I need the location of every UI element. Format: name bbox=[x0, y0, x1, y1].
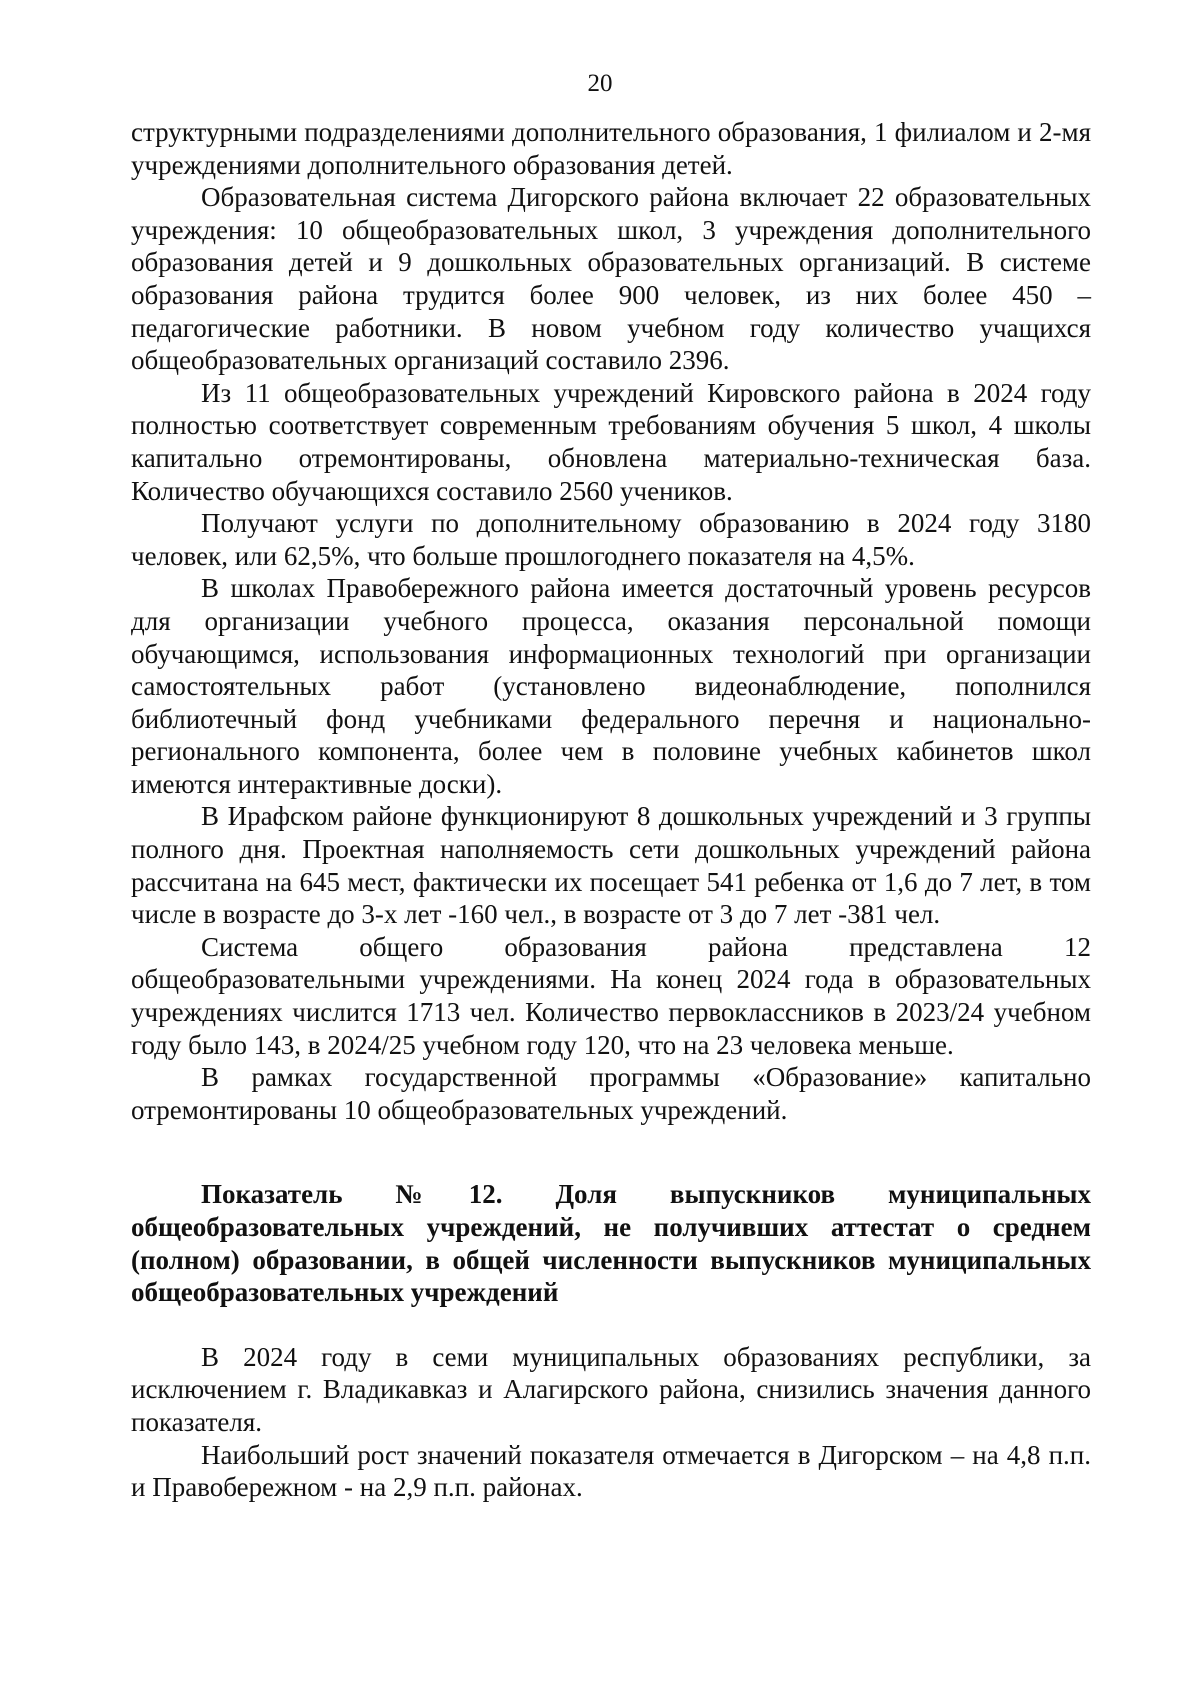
paragraph-general-education-system: Система общего образования района представлена 12 общеобразовательными учреждениями. На конец 2024 года в образовательных учреждениях числится 1713 чел. Количество первоклассников в 2023/24 учебном году было 143, в 2024/25 учебном году 120, что на 23 человека меньше. bbox=[131, 931, 1091, 1060]
paragraph-additional-education: Получают услуги по дополнительному образованию в 2024 году 3180 человек, или 62,5%, что больше прошлогоднего показателя на 4,5%. bbox=[131, 508, 1091, 571]
paragraph-indicator-growth: Наибольший рост значений показателя отмечается в Дигорском – на 4,8 п.п. и Правобережном - на 2,9 п.п. районах. bbox=[131, 1439, 1091, 1503]
page-number: 20 bbox=[587, 70, 613, 97]
paragraph-indicator-decrease: В 2024 году в семи муниципальных образованиях республики, за исключением г. Владикавказ и Алагирского района, снизились значения данного показателя. bbox=[131, 1341, 1091, 1437]
paragraph-state-program: В рамках государственной программы «Образование» капитально отремонтированы 10 общеобразовательных учреждений. bbox=[131, 1062, 1091, 1125]
paragraph-iraf-district: В Ирафском районе функционируют 8 дошкольных учреждений и 3 группы полного дня. Проектная наполняемость сети дошкольных учреждений района рассчитана на 645 мест, фактически их посещает 541 ребенка от 1,6 до 7 лет, в том числе в возрасте до 3-х лет -160 чел., в возрасте от 3 до 7 лет -381 чел. bbox=[131, 801, 1091, 930]
paragraph-digora-district: Образовательная система Дигорского района включает 22 образовательных учреждения: 10 общеобразовательных школ, 3 учреждения дополнительного образования детей и 9 дошкольных образовательных организаций. В системе образования района трудится более 900 человек, из них более 450 – педагогические работники. В новом учебном году количество учащихся общеобразовательных организаций составило 2396. bbox=[131, 182, 1091, 376]
paragraph-pravoberezhny-district: В школах Правобережного района имеется достаточный уровень ресурсов для организации учебного процесса, оказания персональной помощи обучающимся, использования информационных технологий при организации самостоятельных работ (установлено видеонаблюдение, пополнился библиотечный фонд учебниками федерального перечня и национально-регионального компонента, более чем в половине учебных кабинетов школ имеются интерактивные доски). bbox=[131, 573, 1091, 799]
paragraph-continuation: структурными подразделениями дополнительного образования, 1 филиалом и 2-мя учреждениями дополнительного образования детей. bbox=[131, 117, 1091, 180]
document-body bbox=[131, 116, 1091, 1504]
section-heading-indicator-12: Показатель №12. Доля выпускников муниципальных общеобразовательных учреждений, не получивших аттестат о среднем (полном) образовании, в общей численности выпускников муниципальных общеобразовательных учреждений bbox=[131, 1179, 1091, 1308]
paragraph-kirov-district: Из 11 общеобразовательных учреждений Кировского района в 2024 году полностью соответствует современным требованиям обучения 5 школ, 4 школы капитально отремонтированы, обновлена материально-техническая база. Количество обучающихся составило 2560 учеников. bbox=[131, 377, 1091, 506]
